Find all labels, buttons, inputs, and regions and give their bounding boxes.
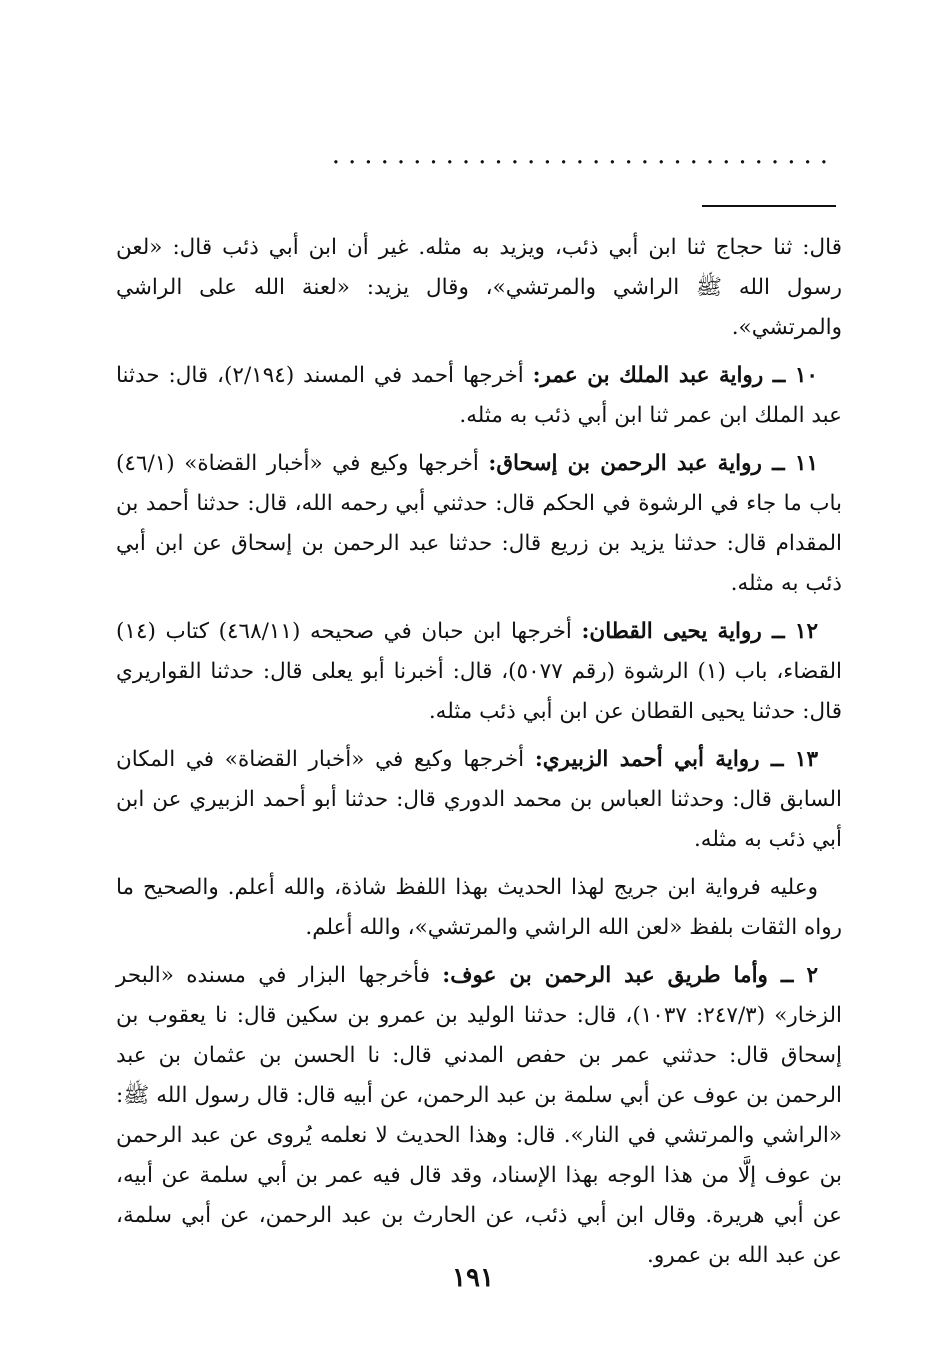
paragraph-5 <box>116 740 842 860</box>
paragraph-body: أخرجها وكيع في «أخبار القضاة» (٤٦/١) باب ما جاء في الرشوة في الحكم قال: حدثني أبي رحمه الله، قال: حدثنا أحمد بن المقدام قال: حدثنا يزيد بن زريع قال: حدثنا عبد الرحمن بن إسحاق عن ابن أبي ذئب به مثله. <box>116 451 842 596</box>
page-number: ١٩١ <box>452 1263 494 1293</box>
paragraph-lead: ١٣ ــ رواية أبي أحمد الزبيري: <box>534 747 818 772</box>
paragraph-2 <box>116 356 842 436</box>
paragraph-body: وعليه فرواية ابن جريج لهذا الحديث بهذا اللفظ شاذة، والله أعلم. والصحيح ما رواه الثقات بلفظ «لعن الله الراشي والمرتشي»، والله أعلم. <box>116 875 842 940</box>
paragraph-lead: ٢ ــ وأما طريق عبد الرحمن بن عوف: <box>442 963 818 988</box>
paragraph-body: أخرجها أحمد في المسند (٢/١٩٤)، قال: حدثنا عبد الملك ابن عمر ثنا ابن أبي ذئب به مثله. <box>116 363 842 428</box>
paragraph-body: فأخرجها البزار في مسنده «البحر الزخار» (٢٤٧/٣: ١٠٣٧)، قال: حدثنا الوليد بن عمرو بن سكين قال: نا يعقوب بن إسحاق قال: حدثني عمر بن حفص المدني قال: نا الحسن بن عثمان بن عبد الرحمن بن عوف عن أبي سلمة بن عبد الرحمن، عن أبيه قال: قال رسول الله ﷺ: «الراشي والمرتشي في النار». قال: وهذا الحديث لا نعلمه يُروى عن عبد الرحمن بن عوف إلَّا من هذا الوجه بهذا الإسناد، وقد قال فيه عمر بن أبي سلمة عن أبيه، عن أبي هريرة. وقال ابن أبي ذئب، عن الحارث بن عبد الرحمن، عن أبي سلمة، عن عبد الله بن عمرو. <box>116 963 842 1268</box>
paragraph-body: قال: ثنا حجاج ثنا ابن أبي ذئب، ويزيد به مثله. غير أن ابن أبي ذئب قال: «لعن رسول الله ﷺ الراشي والمرتشي»، وقال يزيد: «لعنة الله على الراشي والمرتشي». <box>116 235 842 340</box>
paragraph-lead: ١٢ ــ رواية يحيى القطان: <box>581 619 818 644</box>
paragraph-3 <box>116 444 842 604</box>
paragraph-body: أخرجها ابن حبان في صحيحه (٤٦٨/١١) كتاب (١٤) القضاء، باب (١) الرشوة (رقم ٥٠٧٧)، قال: أخبرنا أبو يعلى قال: حدثنا القواريري قال: حدثنا يحيى القطان عن ابن أبي ذئب مثله. <box>116 619 842 724</box>
paragraph-lead: ١١ ــ رواية عبد الرحمن بن إسحاق: <box>488 451 819 476</box>
paragraph-6 <box>116 868 842 948</box>
footnote-text <box>116 228 842 1284</box>
paragraph-body: أخرجها وكيع في «أخبار القضاة» في المكان السابق قال: وحدثنا العباس بن محمد الدوري قال: حدثنا أبو أحمد الزبيري عن ابن أبي ذئب به مثله. <box>116 747 842 852</box>
dotted-separator: ............................... <box>331 140 836 170</box>
footnote-rule <box>702 205 836 207</box>
paragraph-7 <box>116 956 842 1276</box>
paragraph-4 <box>116 612 842 732</box>
paragraph-lead: ١٠ ــ رواية عبد الملك بن عمر: <box>532 363 818 388</box>
paragraph-1 <box>116 228 842 348</box>
